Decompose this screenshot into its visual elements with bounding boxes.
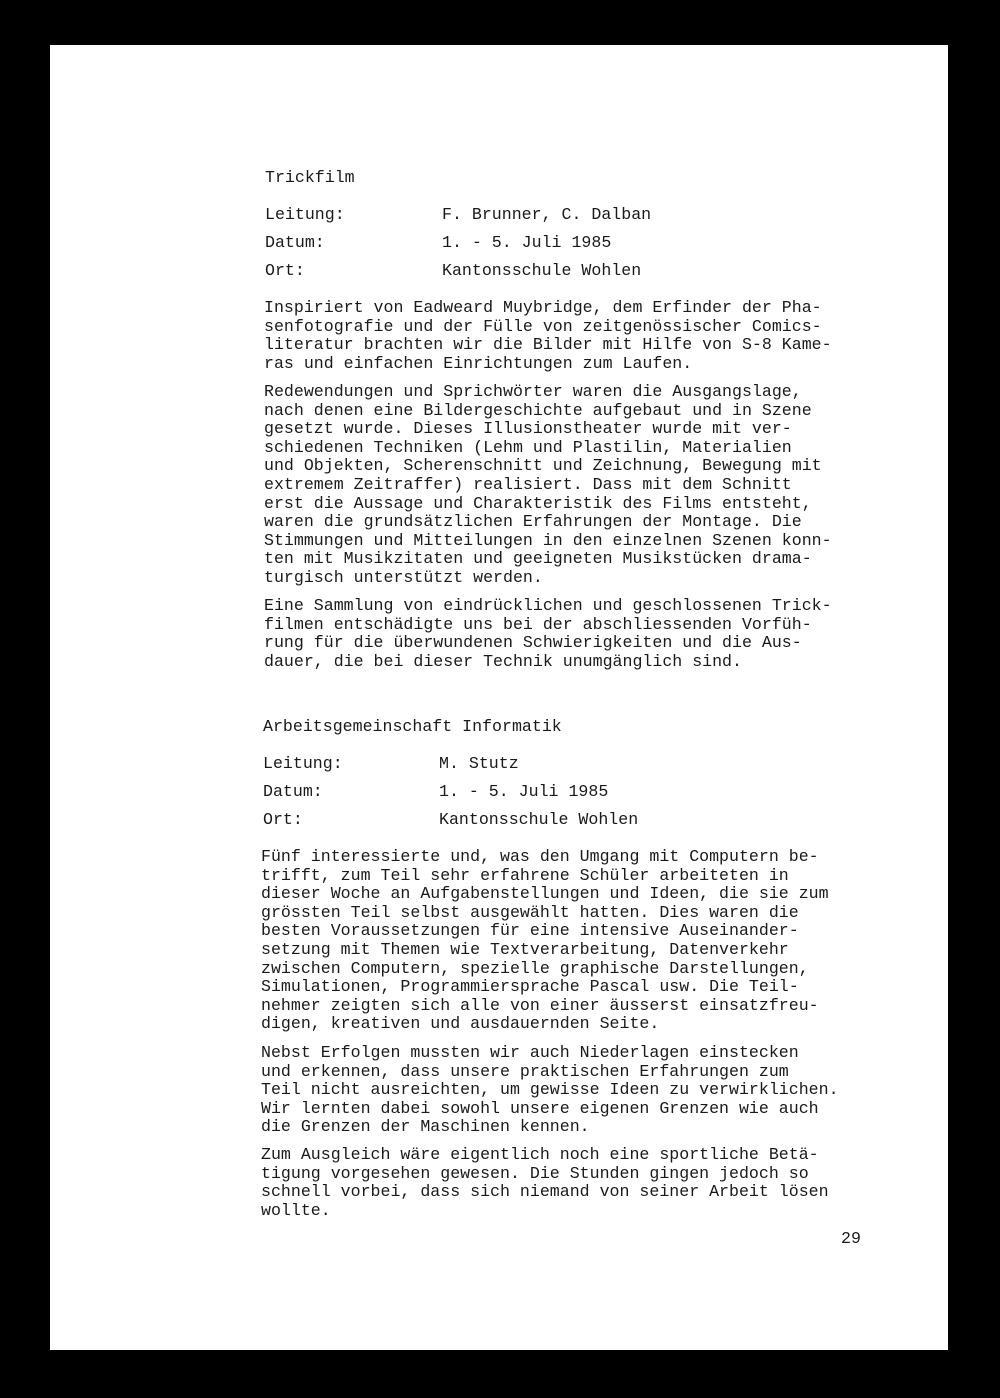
paragraph (264, 597, 832, 671)
paragraph (261, 1044, 839, 1137)
text-line: Stimmungen und Mitteilungen in den einzelnen Szenen konn- (264, 530, 832, 550)
document-page (50, 45, 948, 1350)
text-line: Inspiriert von Eadweard Muybridge, dem Erfinder der Pha- (264, 298, 822, 317)
meta-label-ort: Ort: (265, 261, 305, 280)
meta-value-ort: Kantonsschule Wohlen (439, 810, 639, 829)
text-line: Fünf interessierte und, was den Umgang mit Computern be- (261, 847, 819, 866)
text-line: nehmer zeigten sich alle von einer äusserst einsatzfreu- (261, 995, 819, 1015)
text-line: und erkennen, dass unsere praktischen Erfahrungen zum (261, 1061, 789, 1081)
text-line: wollte. (261, 1200, 331, 1220)
paragraph (261, 1146, 829, 1220)
text-line: erst die Aussage und Charakteristik des Films entsteht, (264, 493, 812, 513)
text-line: rung für die überwundenen Schwierigkeiten und die Aus- (264, 633, 802, 653)
meta-label-leitung: Leitung: (265, 205, 345, 224)
meta-value-ort: Kantonsschule Wohlen (442, 261, 642, 280)
text-line: setzung mit Themen wie Textverarbeitung, Datenverkehr (261, 939, 789, 959)
meta-value-datum: 1. - 5. Juli 1985 (442, 233, 612, 252)
meta-value-datum: 1. - 5. Juli 1985 (439, 782, 609, 801)
section-title-informatik: Arbeitsgemeinschaft Informatik (263, 717, 562, 736)
text-line: digen, kreativen und ausdauernden Seite. (261, 1014, 660, 1034)
text-line: ras und einfachen Einrichtungen zum Laufen. (264, 353, 693, 373)
paragraph (264, 383, 832, 588)
text-line: Zum Ausgleich wäre eigentlich noch eine sportliche Betä- (261, 1145, 819, 1164)
text-line: extremem Zeitraffer) realisiert. Dass mit dem Schnitt (264, 474, 792, 494)
meta-label-datum: Datum: (263, 782, 323, 801)
text-line: Simulationen, Programmiersprache Pascal usw. Die Teil- (261, 977, 799, 997)
text-line: filmen entschädigte uns bei der abschliessenden Vorfüh- (264, 614, 812, 634)
meta-value-leitung: M. Stutz (439, 754, 519, 773)
text-line: Teil nicht ausreichten, um gewisse Ideen zu verwirklichen. (261, 1080, 839, 1100)
text-line: nach denen eine Bildergeschichte aufgebaut und in Szene (264, 400, 812, 420)
meta-label-leitung: Leitung: (263, 754, 343, 773)
meta-label-datum: Datum: (265, 233, 325, 252)
page-number: 29 (841, 1229, 861, 1248)
text-line: besten Voraussetzungen für eine intensive Auseinander- (261, 921, 799, 941)
text-line: die Grenzen der Maschinen kennen. (261, 1117, 590, 1137)
text-line: grössten Teil selbst ausgewählt hatten. Dies waren die (261, 902, 799, 922)
paragraph (264, 299, 832, 373)
text-line: waren die grundsätzlichen Erfahrungen der Montage. Die (264, 512, 802, 532)
text-line: Redewendungen und Sprichwörter waren die Ausgangslage, (264, 382, 802, 401)
text-line: gesetzt wurde. Dieses Illusionstheater wurde mit ver- (264, 419, 792, 439)
text-line: Nebst Erfolgen mussten wir auch Niederlagen einstecken (261, 1043, 799, 1062)
text-line: und Objekten, Scherenschnitt und Zeichnung, Bewegung mit (264, 456, 822, 476)
text-line: senfotografie und der Fülle von zeitgenössischer Comics- (264, 316, 822, 336)
text-line: ten mit Musikzitaten und geeigneten Musikstücken drama- (264, 549, 812, 569)
text-line: zwischen Computern, spezielle graphische Darstellungen, (261, 958, 809, 978)
text-line: Eine Sammlung von eindrücklichen und geschlossenen Trick- (264, 596, 832, 615)
text-line: dieser Woche an Aufgabenstellungen und Ideen, die sie zum (261, 884, 829, 904)
text-line: trifft, zum Teil sehr erfahrene Schüler arbeiteten in (261, 865, 789, 885)
meta-value-leitung: F. Brunner, C. Dalban (442, 205, 652, 224)
meta-label-ort: Ort: (263, 810, 303, 829)
text-line: tigung vorgesehen gewesen. Die Stunden gingen jedoch so (261, 1163, 809, 1183)
section-title-trickfilm: Trickfilm (265, 168, 355, 187)
text-line: Wir lernten dabei sowohl unsere eigenen Grenzen wie auch (261, 1098, 819, 1118)
text-line: dauer, die bei dieser Technik unumgänglich sind. (264, 651, 742, 671)
text-line: schnell vorbei, dass sich niemand von seiner Arbeit lösen (261, 1182, 829, 1202)
text-line: schiedenen Techniken (Lehm und Plastilin, Materialien (264, 437, 792, 457)
text-line: turgisch unterstützt werden. (264, 567, 543, 587)
paragraph (261, 848, 829, 1034)
text-line: literatur brachten wir die Bilder mit Hilfe von S-8 Kame- (264, 335, 832, 355)
